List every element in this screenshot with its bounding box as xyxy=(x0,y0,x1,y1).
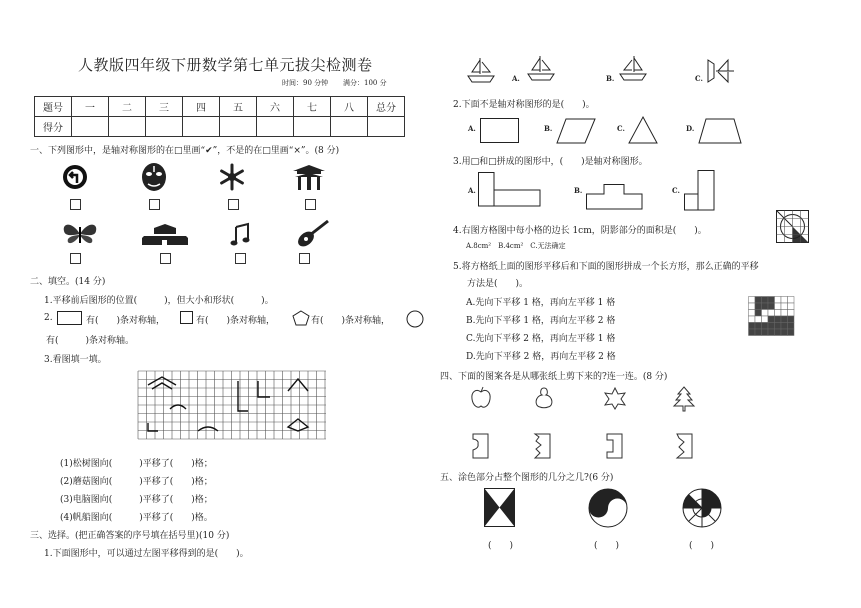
composite-shape-b-icon xyxy=(586,184,644,210)
choice-3-option-c[interactable]: C. xyxy=(672,186,680,195)
puzzle-grid-cell xyxy=(762,303,769,310)
score-header: 一 xyxy=(72,97,109,117)
score-row-label: 得分 xyxy=(35,117,72,137)
puzzle-grid-cell xyxy=(788,329,795,336)
score-table xyxy=(34,96,405,137)
score-cell[interactable] xyxy=(368,117,405,137)
answer-box[interactable] xyxy=(70,253,81,264)
tiananmen-icon xyxy=(140,224,190,246)
puzzle-grid-cell xyxy=(788,303,795,310)
puzzle-grid-cell xyxy=(762,316,769,323)
mushroom-figure xyxy=(170,405,186,409)
puzzle-grid-cell xyxy=(762,297,769,304)
parallelogram-option-icon xyxy=(556,118,596,144)
score-cell[interactable] xyxy=(183,117,220,137)
music-note-icon xyxy=(230,223,252,247)
score-cell[interactable] xyxy=(220,117,257,137)
choice-2-option-a[interactable]: A. xyxy=(468,124,476,133)
answer-box[interactable] xyxy=(70,199,81,210)
flower-cutout-icon xyxy=(602,386,628,410)
puzzle-grid-cell xyxy=(788,310,795,317)
computer-figure xyxy=(238,381,248,411)
choice-5-option-c[interactable]: C.先向下平移 2 格，再向左平移 1 格 xyxy=(466,334,616,344)
puzzle-grid-cell xyxy=(775,323,782,330)
puzzle-grid-cell xyxy=(775,297,782,304)
rectangle-option-icon xyxy=(480,118,520,144)
section-3-heading: 三、选择。(把正确答案的序号填在括号里)(10 分) xyxy=(30,531,230,541)
puzzle-grid-cell xyxy=(775,303,782,310)
choice-question-5-line2: 方法是( )。 xyxy=(467,279,529,289)
triangle-option-icon xyxy=(628,116,658,144)
score-header: 五 xyxy=(220,97,257,117)
puzzle-grid-cell xyxy=(749,310,756,317)
puzzle-grid-cell xyxy=(749,316,756,323)
choice-4-options[interactable]: A.8cm² B.4cm² C.无法确定 xyxy=(466,242,566,250)
puzzle-grid-cell xyxy=(781,297,788,304)
rectangle-shape xyxy=(57,311,83,325)
axis-count-rectangle: 有( )条对称轴， xyxy=(86,316,166,326)
answer-box[interactable] xyxy=(160,253,171,264)
puzzle-grid-cell xyxy=(755,297,762,304)
axis-count-circle: 有( )条对称轴。 xyxy=(46,336,135,346)
puzzle-grid-cell xyxy=(749,303,756,310)
puzzle-grid-cell xyxy=(755,303,762,310)
apple-cutout-icon xyxy=(470,386,492,410)
puzzle-grid-cell xyxy=(781,323,788,330)
puzzle-grid-cell xyxy=(775,329,782,336)
score-header: 四 xyxy=(183,97,220,117)
choice-5-option-b[interactable]: B.先向下平移 1 格，再向左平移 2 格 xyxy=(466,316,616,326)
axis-count-pentagon: 有( )条对称轴， xyxy=(311,316,391,326)
exam-full-score: 满分：100 分 xyxy=(343,79,387,87)
score-cell[interactable] xyxy=(257,117,294,137)
puzzle-grid-cell xyxy=(781,303,788,310)
score-header: 题号 xyxy=(35,97,72,117)
circle-shape xyxy=(406,310,424,328)
square-shape xyxy=(180,311,194,325)
puzzle-grid-cell xyxy=(781,310,788,317)
opera-mask-icon xyxy=(140,162,168,192)
puzzle-grid-cell xyxy=(788,297,795,304)
guitar-icon xyxy=(296,219,332,249)
folded-paper-3-icon xyxy=(604,432,626,460)
choice-question-2: 2.下面不是轴对称图形的是( )。 xyxy=(453,100,595,110)
choice-2-option-c[interactable]: C. xyxy=(617,124,625,133)
exam-time: 时间：90 分钟 xyxy=(282,79,329,87)
fill-question-3: 3.看图填一填。 xyxy=(44,355,107,365)
translation-grid xyxy=(138,371,328,441)
shaded-grid-figure xyxy=(776,210,810,244)
section-2-heading: 二、填空。(14 分) xyxy=(30,277,106,287)
puzzle-grid-cell xyxy=(762,329,769,336)
snowflake-icon xyxy=(218,163,246,191)
composite-shape-a-icon xyxy=(478,172,542,208)
section-4-heading: 四、下面的图案各是从哪张纸上剪下来的?连一连。(8 分) xyxy=(440,372,668,382)
choice-3-option-b[interactable]: B. xyxy=(574,186,583,195)
answer-box[interactable] xyxy=(228,199,239,210)
puzzle-grid-cell xyxy=(775,316,782,323)
score-header: 总分 xyxy=(368,97,405,117)
puzzle-grid-cell xyxy=(768,297,775,304)
choice-5-option-a[interactable]: A.先向下平移 1 格，再向左平移 1 格 xyxy=(466,298,616,308)
score-cell[interactable] xyxy=(331,117,368,137)
sailboat-option-a-icon xyxy=(526,54,556,82)
choice-3-option-a[interactable]: A. xyxy=(468,186,476,195)
answer-bracket-3[interactable]: ( ) xyxy=(689,541,715,551)
choice-5-option-d[interactable]: D.先向下平移 2 格，再向左平移 2 格 xyxy=(466,352,616,362)
trapezoid-option-icon xyxy=(698,118,742,144)
sailboat-original-icon xyxy=(466,56,496,84)
fill-item-3: (3)电脑图向( )平移了( )格； xyxy=(60,495,213,505)
sailboat-option-c-icon xyxy=(704,56,740,86)
folded-paper-2-icon xyxy=(532,432,554,460)
folded-paper-4-icon xyxy=(674,432,696,460)
axis-count-square: 有( )条对称轴， xyxy=(196,316,276,326)
pavilion-icon xyxy=(292,163,326,191)
puzzle-grid-cell xyxy=(788,323,795,330)
puzzle-grid-cell xyxy=(781,329,788,336)
yinyang-fraction-figure xyxy=(588,488,628,528)
tree-cutout-icon xyxy=(672,386,696,412)
puzzle-grid-cell xyxy=(781,316,788,323)
choice-question-1: 1.下面图形中，可以通过左图平移得到的是( )。 xyxy=(44,549,249,559)
puzzle-grid-cell xyxy=(755,329,762,336)
butterfly-icon xyxy=(62,221,98,247)
choice-1-option-a[interactable]: A. xyxy=(512,74,520,83)
fill-item-4: (4)帆船图向( )平移了( )格。 xyxy=(60,513,213,523)
puzzle-grid-cell xyxy=(755,310,762,317)
fill-question-1: 1.平移前后图形的位置( )，但大小和形状( )。 xyxy=(44,296,274,306)
score-cell[interactable] xyxy=(294,117,331,137)
score-header: 八 xyxy=(331,97,368,117)
puzzle-grid-cell xyxy=(775,310,782,317)
choice-question-5-line1: 5.将方格纸上面的图形平移后和下面的图形拼成一个长方形，那么正确的平移 xyxy=(453,262,759,272)
puzzle-grid-cell xyxy=(788,316,795,323)
folded-paper-1-icon xyxy=(470,432,492,460)
pentagon-shape xyxy=(292,310,310,326)
fill-item-1: (1)松树图向( )平移了( )格； xyxy=(60,459,213,469)
choice-question-3: 3.用□和□拼成的图形中，( )是轴对称图形。 xyxy=(453,157,648,167)
wheel-fraction-figure xyxy=(682,488,722,528)
score-header: 七 xyxy=(294,97,331,117)
fill-item-2: (2)蘑菇图向( )平移了( )格； xyxy=(60,477,213,487)
choice-1-option-b[interactable]: B. xyxy=(606,74,615,83)
gourd-cutout-icon xyxy=(532,386,556,410)
answer-box[interactable] xyxy=(305,199,316,210)
puzzle-grid-cell xyxy=(749,323,756,330)
puzzle-grid-cell xyxy=(768,329,775,336)
score-cell[interactable] xyxy=(72,117,109,137)
composite-shape-c-icon xyxy=(684,170,716,212)
answer-box[interactable] xyxy=(299,253,310,264)
hourglass-fraction-figure xyxy=(484,488,516,528)
answer-box[interactable] xyxy=(235,253,246,264)
page-title: 人教版四年级下册数学第七单元拔尖检测卷 xyxy=(78,56,373,74)
puzzle-grid-cell xyxy=(768,323,775,330)
sailboat-option-b-icon xyxy=(618,54,648,82)
score-header: 六 xyxy=(257,97,294,117)
no-left-turn-sign-icon xyxy=(62,164,88,190)
fill-question-2-number: 2. xyxy=(44,313,53,323)
puzzle-grid-cell xyxy=(762,323,769,330)
section-5-heading: 五、涂色部分占整个图形的几分之几?(6 分) xyxy=(440,473,614,483)
puzzle-grid-cell xyxy=(768,303,775,310)
choice-2-option-b[interactable]: B. xyxy=(544,124,553,133)
answer-bracket-1[interactable]: ( ) xyxy=(488,541,514,551)
score-header: 二 xyxy=(109,97,146,117)
puzzle-grid-cell xyxy=(768,316,775,323)
puzzle-grid-figure xyxy=(748,296,796,340)
section-1-heading: 一、下列图形中，是轴对称图形的在□里画“✔”，不是的在□里画“×”。(8 分) xyxy=(30,146,340,156)
choice-question-4: 4.右图方格图中每小格的边长 1cm，阴影部分的面积是( )。 xyxy=(453,226,707,236)
puzzle-grid-cell xyxy=(755,316,762,323)
answer-bracket-2[interactable]: ( ) xyxy=(594,541,620,551)
score-header: 三 xyxy=(146,97,183,117)
puzzle-grid-cell xyxy=(768,310,775,317)
choice-2-option-d[interactable]: D. xyxy=(686,124,695,133)
puzzle-grid-cell xyxy=(749,297,756,304)
puzzle-grid-cell xyxy=(762,310,769,317)
score-cell[interactable] xyxy=(146,117,183,137)
score-cell[interactable] xyxy=(109,117,146,137)
answer-box[interactable] xyxy=(149,199,160,210)
puzzle-grid-cell xyxy=(755,323,762,330)
puzzle-grid-cell xyxy=(749,329,756,336)
choice-1-option-c[interactable]: C. xyxy=(695,74,703,83)
